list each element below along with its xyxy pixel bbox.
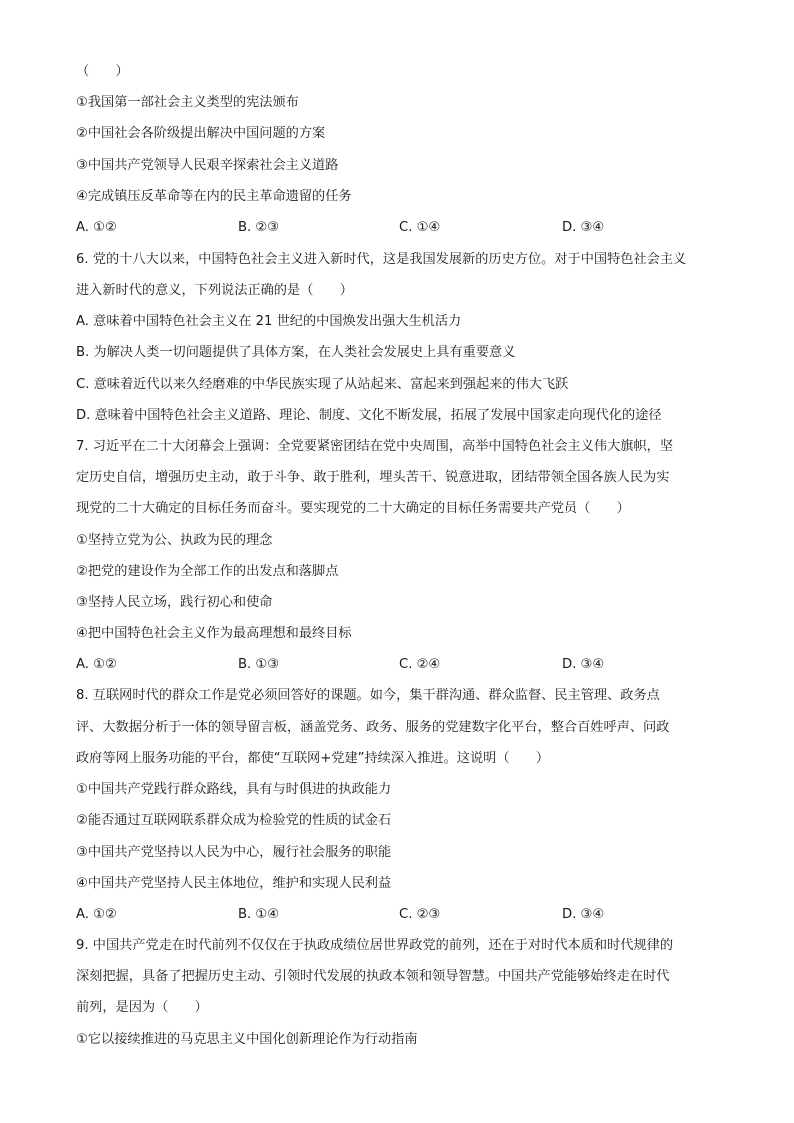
q6-option-d: D. 意味着中国特色社会主义道路、理论、制度、文化不断发展，拓展了发展中国家走向现代化的途径 (76, 408, 662, 423)
q5-option-c: C. ①④ (399, 220, 441, 235)
q8-statement-1: ①中国共产党践行群众路线，具有与时俱进的执政能力 (76, 782, 392, 797)
q5-statement-4: ④完成镇压反革命等在内的民主革命遗留的任务 (76, 189, 352, 204)
q5-option-a: A. ①② (76, 220, 117, 235)
q9-stem-line-3: 前列，是因为（ ） (76, 1000, 208, 1015)
q7-stem-line-2: 定历史自信，增强历史主动，敢于斗争、敢于胜利，埋头苦干、锐意进取，团结带领全国各族人民为实 (76, 470, 670, 485)
q6-stem-line-1: 6. 党的十八大以来，中国特色社会主义进入新时代，这是我国发展新的历史方位。对于中国特色社会主义 (76, 252, 687, 267)
q7-statement-3: ③坚持人民立场，践行初心和使命 (76, 595, 273, 610)
q8-stem-line-2: 评、大数据分析于一体的领导留言板，涵盖党务、政务、服务的党建数字化平台，整合百姓呼声、问政 (76, 720, 670, 735)
q8-option-a: A. ①② (76, 907, 117, 922)
q8-stem-line-3: 政府等网上服务功能的平台，都使“互联网+党建”持续深入推进。这说明（ ） (76, 751, 550, 766)
q5-options (76, 219, 736, 237)
q5-statement-3: ③中国共产党领导人民艰辛探索社会主义道路 (76, 158, 339, 173)
q7-option-c: C. ②④ (399, 657, 441, 672)
q8-stem-line-1: 8. 互联网时代的群众工作是党必须回答好的课题。如今，集干群沟通、群众监督、民主管理、政务点 (76, 688, 660, 703)
q7-option-b: B. ①③ (238, 657, 280, 672)
q6-stem-line-2: 进入新时代的意义，下列说法正确的是（ ） (76, 283, 353, 298)
q7-statement-2: ②把党的建设作为全部工作的出发点和落脚点 (76, 564, 339, 579)
q5-statement-2: ②中国社会各阶级提出解决中国问题的方案 (76, 126, 326, 141)
q7-stem-line-1: 7. 习近平在二十大闭幕会上强调：全党要紧密团结在党中央周围，高举中国特色社会主义伟大旗帜，坚 (76, 439, 674, 454)
q8-option-b: B. ①④ (238, 907, 280, 922)
q7-options (76, 656, 736, 674)
q5-option-b: B. ②③ (238, 220, 280, 235)
q8-statement-4: ④中国共产党坚持人民主体地位，维护和实现人民利益 (76, 876, 392, 891)
q6-option-a: A. 意味着中国特色社会主义在 21 世纪的中国焕发出强大生机活力 (76, 314, 462, 329)
q8-statement-2: ②能否通过互联网联系群众成为检验党的性质的试金石 (76, 813, 392, 828)
q7-statement-1: ①坚持立党为公、执政为民的理念 (76, 533, 273, 548)
q6-option-b: B. 为解决人类一切问题提供了具体方案，在人类社会发展史上具有重要意义 (76, 345, 516, 360)
q7-option-d: D. ③④ (562, 657, 605, 672)
q6-option-c: C. 意味着近代以来久经磨难的中华民族实现了从站起来、富起来到强起来的伟大飞跃 (76, 377, 569, 392)
q9-statement-1: ①它以接续推进的马克思主义中国化创新理论作为行动指南 (76, 1032, 418, 1047)
q8-option-c: C. ②③ (399, 907, 441, 922)
q8-option-d: D. ③④ (562, 907, 605, 922)
q7-statement-4: ④把中国特色社会主义作为最高理想和最终目标 (76, 626, 352, 641)
q5-statement-1: ①我国第一部社会主义类型的宪法颁布 (76, 95, 299, 110)
q7-option-a: A. ①② (76, 657, 117, 672)
q9-stem-line-1: 9. 中国共产党走在时代前列不仅仅在于执政成绩位居世界政党的前列，还在于对时代本质和时代规律的 (76, 938, 674, 953)
q5-option-d: D. ③④ (562, 220, 605, 235)
answer-bracket: （ ） (76, 64, 129, 79)
q7-stem-line-3: 现党的二十大确定的目标任务而奋斗。要实现党的二十大确定的目标任务需要共产党员（ ） (76, 501, 630, 516)
q8-options (76, 906, 736, 924)
q9-stem-line-2: 深刻把握，具备了把握历史主动、引领时代发展的执政本领和领导智慧。中国共产党能够始终走在时代 (76, 969, 670, 984)
q8-statement-3: ③中国共产党坚持以人民为中心，履行社会服务的职能 (76, 845, 392, 860)
